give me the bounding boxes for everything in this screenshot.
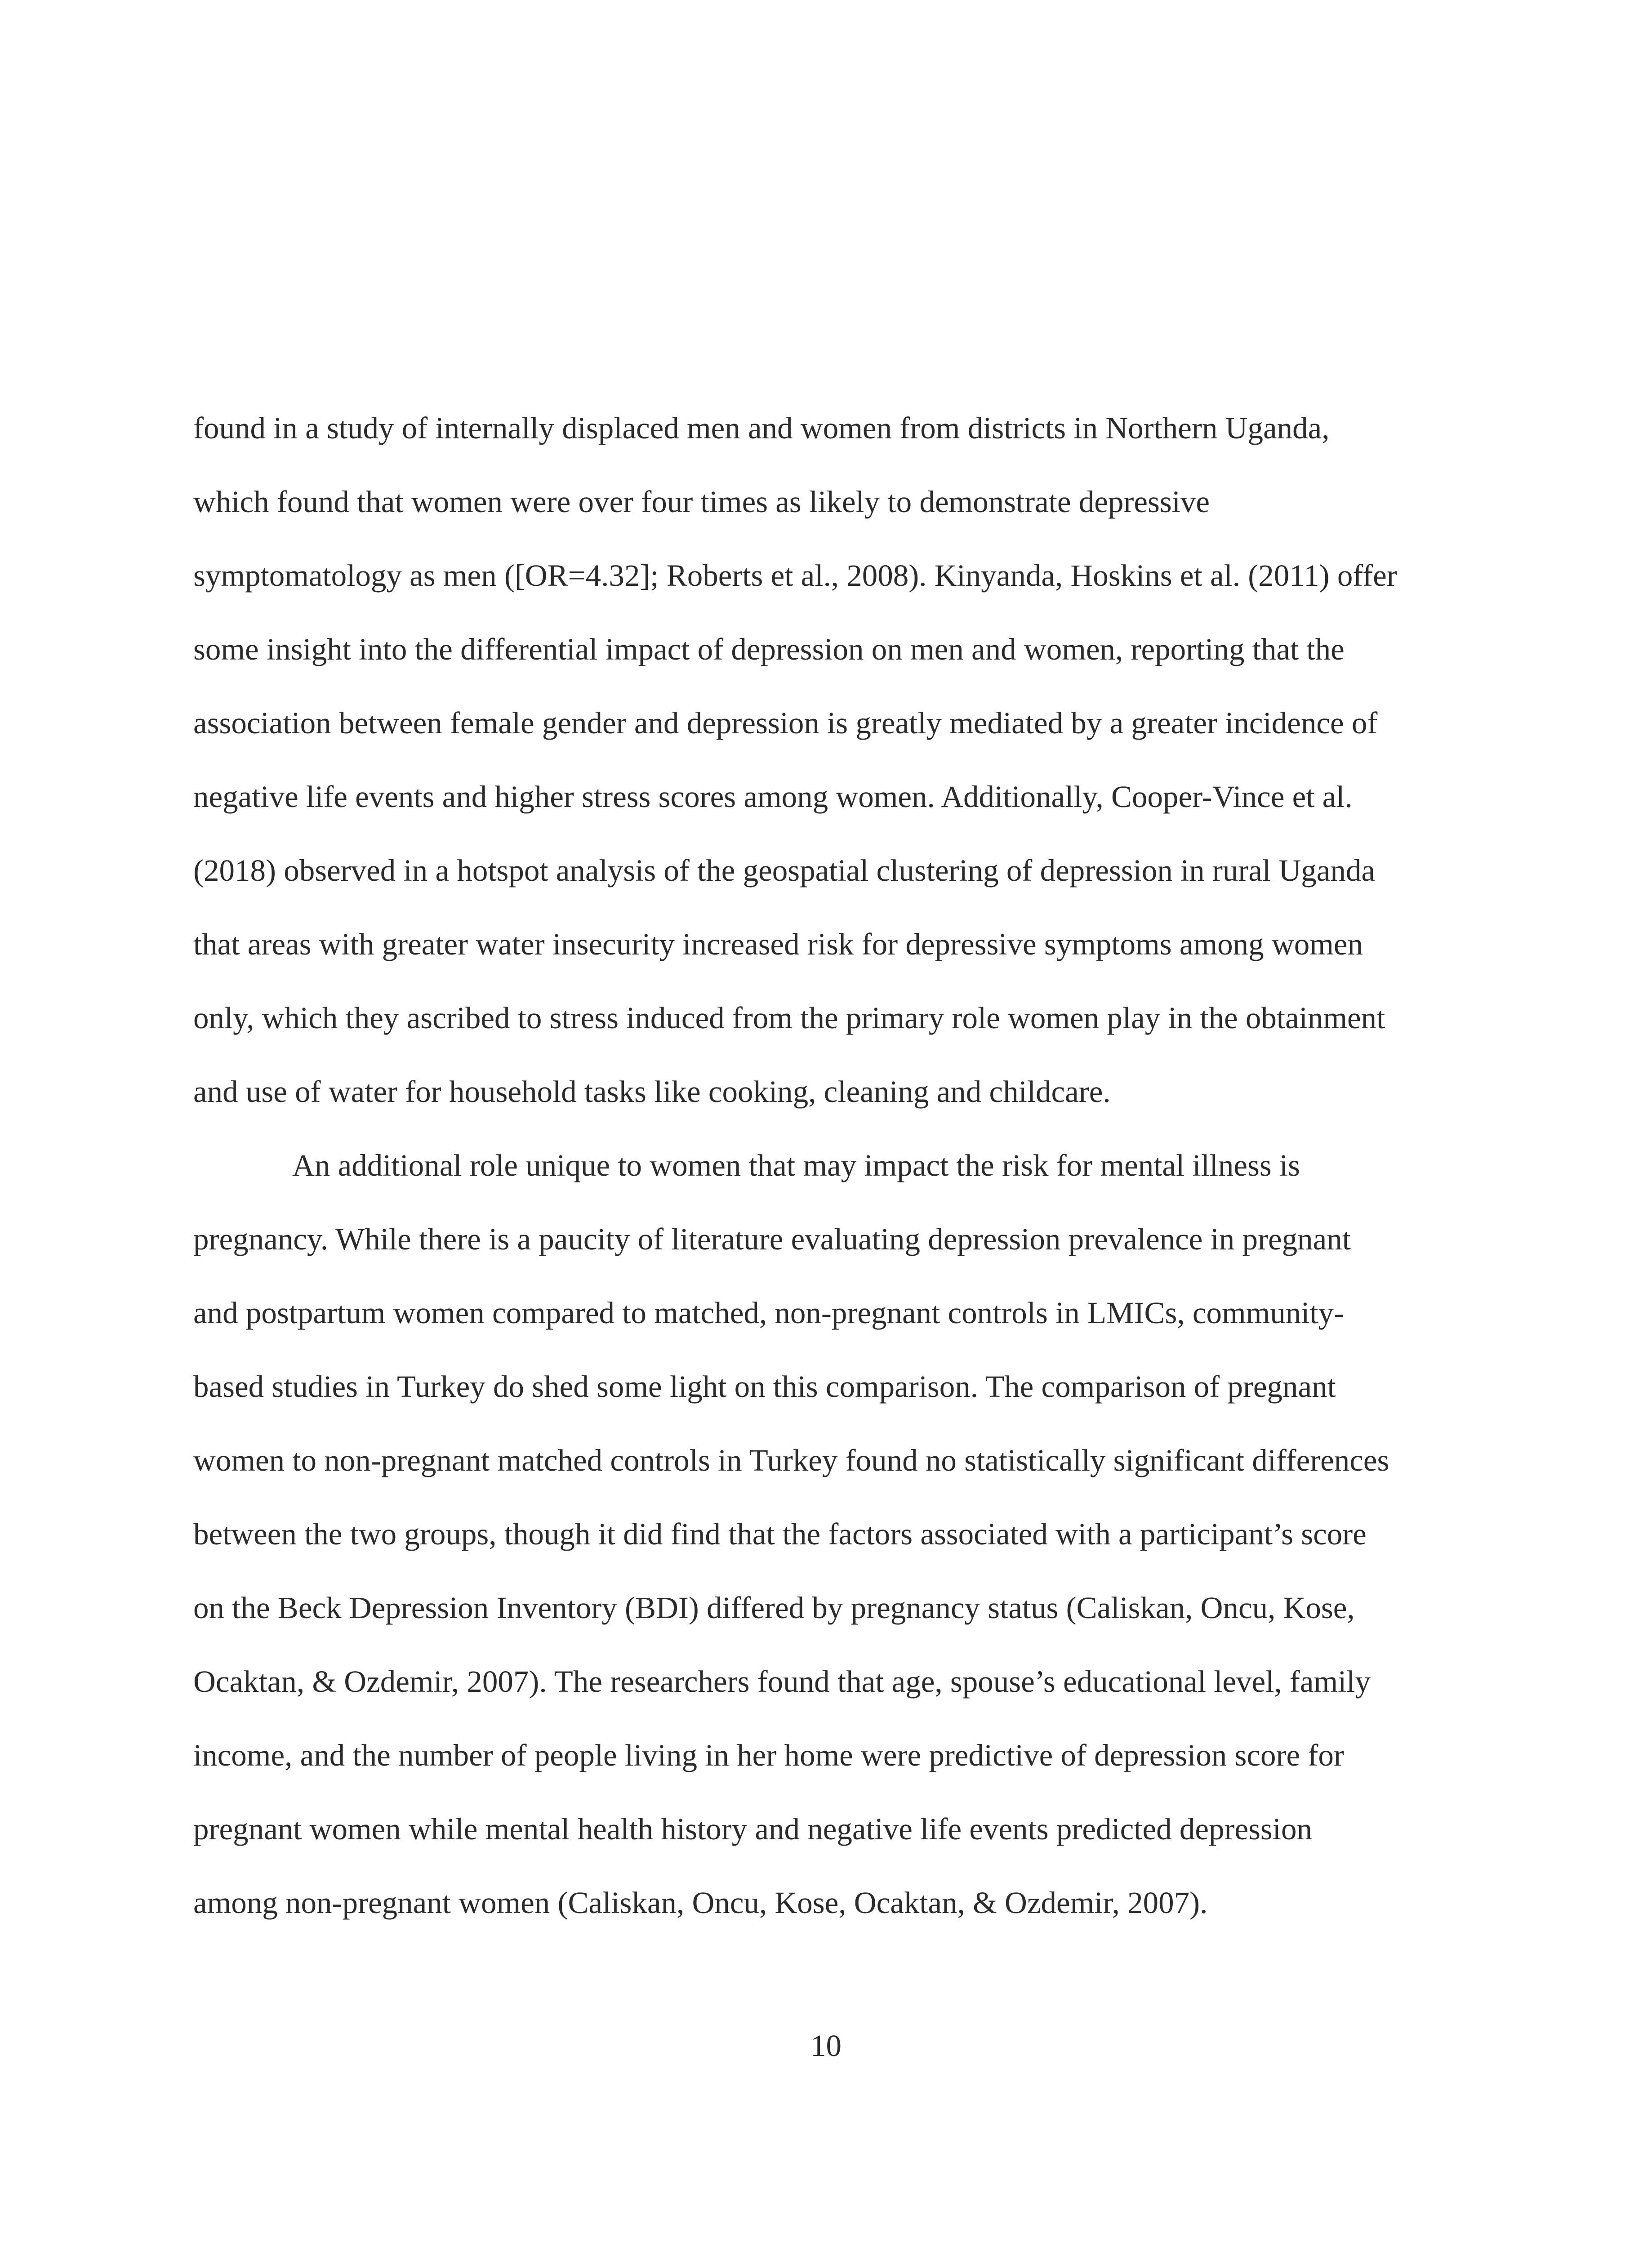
text-line: on the Beck Depression Inventory (BDI) differed by pregnancy status (Caliskan, Oncu, Kose,	[193, 1591, 1355, 1625]
text-line: Ocaktan, & Ozdemir, 2007). The researchers found that age, spouse’s educational level, family	[193, 1664, 1371, 1699]
text-line-indented: An additional role unique to women that may impact the risk for mental illness is	[292, 1148, 1300, 1182]
text-line: negative life events and higher stress scores among women. Additionally, Cooper-Vince et al.	[193, 780, 1353, 814]
paragraph-1	[193, 391, 1461, 1128]
text-line: pregnancy. While there is a paucity of literature evaluating depression prevalence in pregnant	[193, 1222, 1351, 1256]
text-line: some insight into the differential impact of depression on men and women, reporting that the	[193, 632, 1345, 666]
text-line: only, which they ascribed to stress induced from the primary role women play in the obtainment	[193, 1001, 1385, 1035]
text-line: based studies in Turkey do shed some light on this comparison. The comparison of pregnant	[193, 1369, 1336, 1404]
text-line: women to non-pregnant matched controls in Turkey found no statistically significant differences	[193, 1443, 1389, 1477]
text-line: pregnant women while mental health history and negative life events predicted depression	[193, 1812, 1312, 1846]
text-line: income, and the number of people living in her home were predictive of depression score for	[193, 1738, 1344, 1772]
body-text	[193, 391, 1461, 1940]
text-line: found in a study of internally displaced men and women from districts in Northern Uganda,	[193, 411, 1330, 445]
text-line: and use of water for household tasks like cooking, cleaning and childcare.	[193, 1075, 1111, 1109]
page-number: 10	[810, 2029, 842, 2063]
text-line: that areas with greater water insecurity increased risk for depressive symptoms among women	[193, 927, 1363, 961]
text-line: (2018) observed in a hotspot analysis of the geospatial clustering of depression in rural Uganda	[193, 853, 1376, 888]
text-line: between the two groups, though it did find that the factors associated with a participant’s score	[193, 1517, 1367, 1551]
text-line: and postpartum women compared to matched, non-pregnant controls in LMICs, community-	[193, 1296, 1345, 1330]
text-line: association between female gender and depression is greatly mediated by a greater incidence of	[193, 706, 1378, 740]
text-line: which found that women were over four times as likely to demonstrate depressive	[193, 485, 1210, 519]
text-line: among non-pregnant women (Caliskan, Oncu, Kose, Ocaktan, & Ozdemir, 2007).	[193, 1886, 1208, 1920]
text-line: symptomatology as men ([OR=4.32]; Roberts et al., 2008). Kinyanda, Hoskins et al. (2011) offer	[193, 558, 1397, 593]
paragraph-2	[193, 1128, 1461, 1940]
